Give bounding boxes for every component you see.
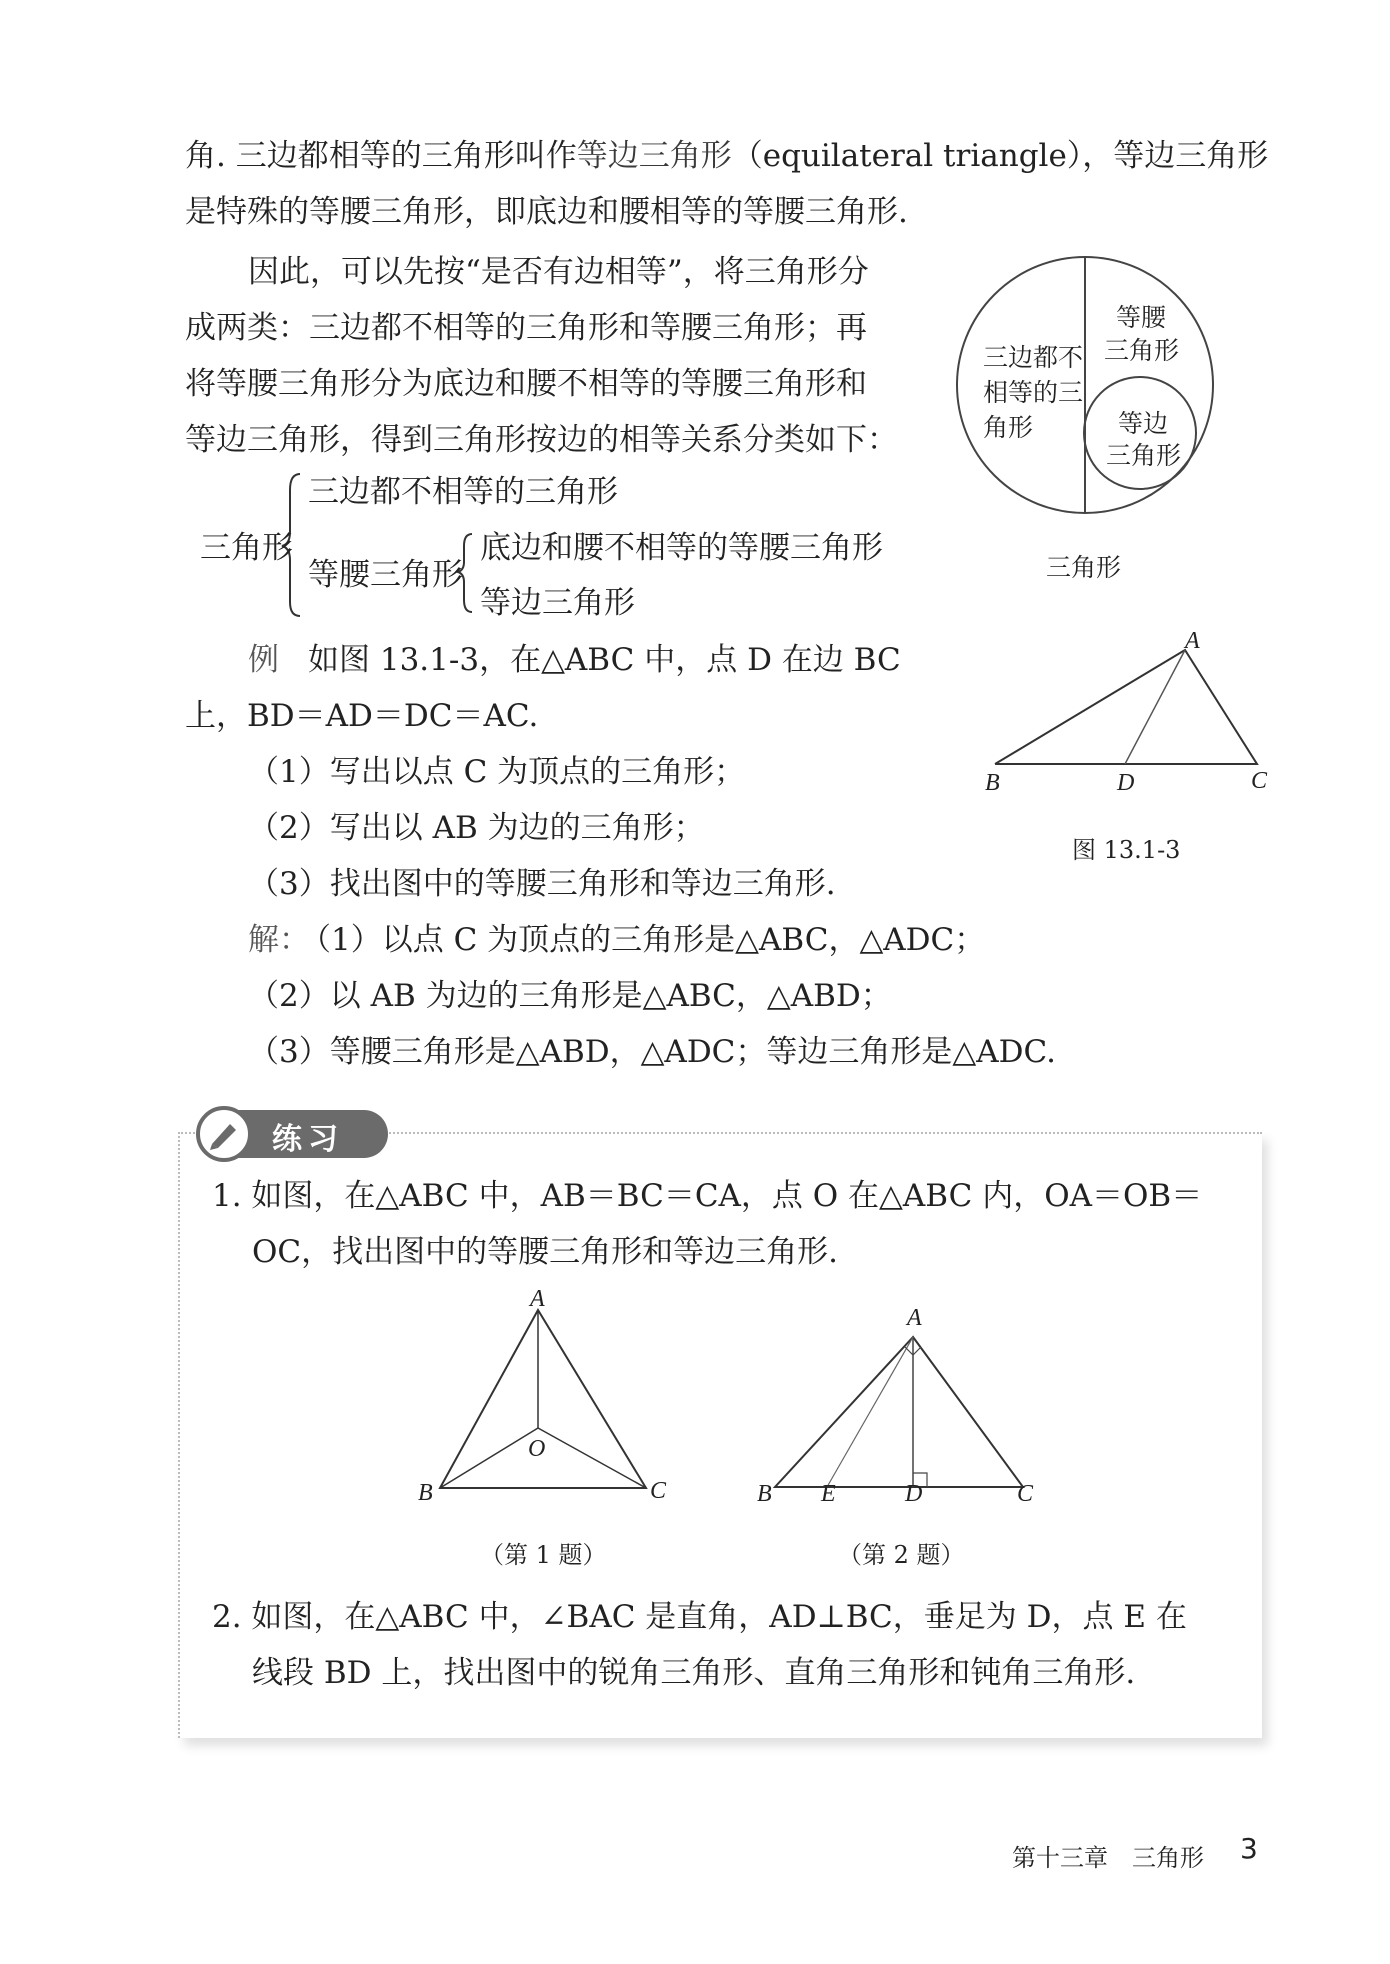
para2-line-4: 等边三角形，得到三角形按边的相等关系分类如下： [185,422,898,458]
venn-left-line-3: 角形 [983,413,1034,442]
exercise-q1-line-1: 1. 如图，在△ABC 中，AB＝BC＝CA，点 O 在△ABC 内，OA＝OB＝ [212,1178,1203,1214]
fig3-label-D: D [1117,770,1135,796]
venn-inner-line-1: 等边 [1118,409,1169,438]
para2-line-1: 因此，可以先按“是否有边相等”，将三角形分 [248,254,869,290]
exercise-figure-1 [410,1290,670,1510]
intro-line-1 [185,136,1268,176]
exercise-figure-1-caption: （第 1 题） [480,1541,607,1569]
term-equilateral: 等边三角形 [576,138,732,174]
fig1-label-A: A [530,1290,545,1312]
fig2-label-B: B [757,1481,772,1505]
fig1-label-C: C [650,1478,667,1504]
fig2-label-D: D [905,1481,923,1505]
fig1-label-B: B [418,1480,433,1506]
fig1-label-O: O [528,1436,546,1462]
tree-root: 三角形 [200,530,293,566]
exercise-box [178,1132,1262,1738]
intro-line-2: 是特殊的等腰三角形，即底边和腰相等的等腰三角形. [185,194,908,230]
fig3-label-A: A [1185,628,1200,654]
tree-branch-2b: 等边三角形 [480,585,635,621]
figure-13-1-3-caption: 图 13.1-3 [1072,836,1181,864]
footer-page-number: 3 [1240,1832,1258,1865]
fig3-label-C: C [1251,768,1268,794]
fig2-label-E: E [821,1481,836,1505]
solution-2: （2）以 AB 为边的三角形是△ABC，△ABD； [248,978,892,1014]
venn-right-line-2: 三角形 [1104,336,1180,365]
fig2-label-A: A [907,1305,922,1331]
example-q1: （1）写出以点 C 为顶点的三角形； [248,754,746,790]
exercise-title: 练习 [272,1122,344,1157]
fig2-label-C: C [1017,1481,1034,1505]
footer-chapter: 第十三章 三角形 [1012,1844,1204,1872]
venn-left-line-2: 相等的三 [983,378,1084,407]
fig3-label-B: B [985,770,1000,796]
example-tag: 例 [248,642,279,678]
exercise-figure-2 [755,1295,1055,1505]
intro-text-a: 角. 三边都相等的三角形叫作 [185,138,577,174]
exercise-figure-2-caption: （第 2 题） [838,1541,965,1569]
solution-tag: 解： [248,922,310,958]
solution-1: （1）以点 C 为顶点的三角形是△ABC，△ADC； [300,922,986,958]
solution-3: （3）等腰三角形是△ABD，△ADC；等边三角形是△ADC. [248,1034,1056,1070]
tree-branch-1: 三边都不相等的三角形 [308,474,618,510]
para2-line-2: 成两类：三边都不相等的三角形和等腰三角形；再 [185,310,867,346]
tree-branch-2a: 底边和腰不相等的等腰三角形 [480,530,883,566]
exercise-pencil-icon [196,1106,252,1162]
exercise-q2-line-2: 线段 BD 上，找出图中的锐角三角形、直角三角形和钝角三角形. [252,1655,1136,1691]
para2-line-3: 将等腰三角形分为底边和腰不相等的等腰三角形和 [185,366,867,402]
example-line-1: 如图 13.1-3，在△ABC 中，点 D 在边 BC [308,642,901,678]
example-q3: （3）找出图中的等腰三角形和等边三角形. [248,866,836,902]
venn-right-line-1: 等腰 [1116,303,1167,332]
example-line-2: 上，BD＝AD＝DC＝AC. [185,698,539,734]
exercise-q1-line-2: OC，找出图中的等腰三角形和等边三角形. [252,1234,838,1270]
intro-text-b: （equilateral triangle），等边三角形 [731,138,1269,174]
venn-inner-line-2: 三角形 [1106,441,1182,470]
tree-branch-2: 等腰三角形 [308,557,463,593]
exercise-q2-line-1: 2. 如图，在△ABC 中，∠BAC 是直角，AD⊥BC，垂足为 D，点 E 在 [212,1599,1187,1635]
figure-13-1-3 [975,628,1275,798]
venn-left-line-1: 三边都不 [983,343,1084,372]
venn-caption: 三角形 [1046,553,1122,582]
example-q2: （2）写出以 AB 为边的三角形； [248,810,705,846]
